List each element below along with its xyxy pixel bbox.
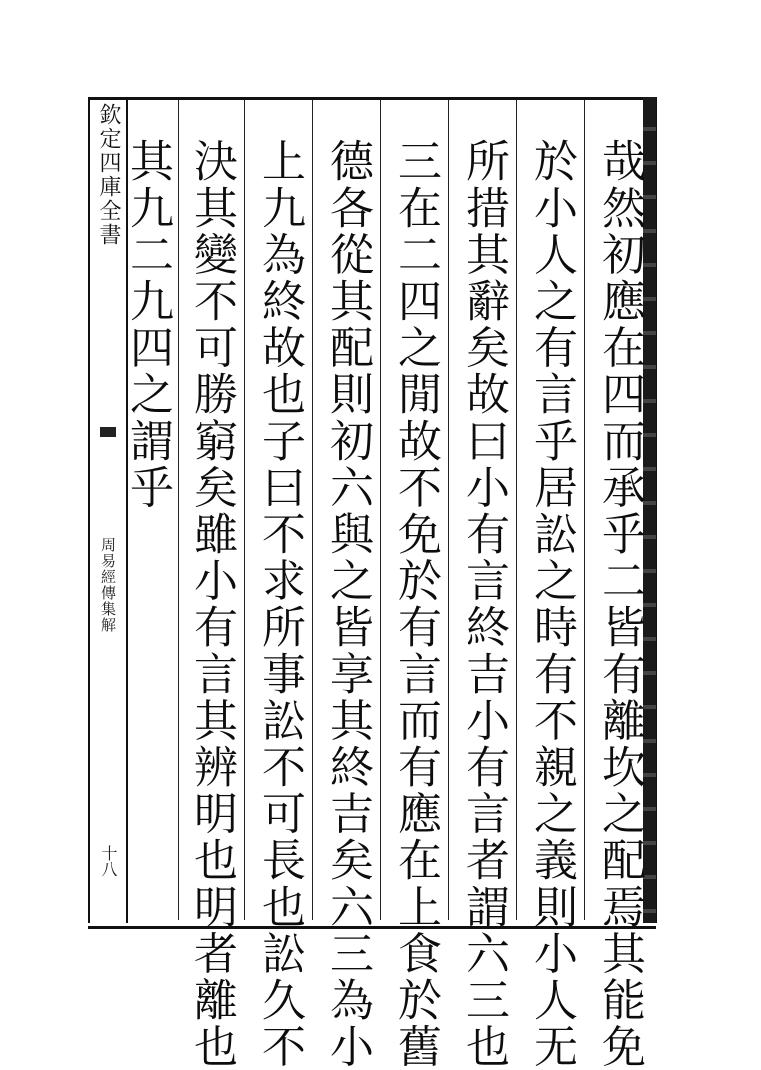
gutter-book-title: 周易經傳集解 (99, 537, 117, 633)
text-column-7: 決其變不可勝窮矣雖小有言其辨明也明者離也 (186, 138, 237, 1070)
text-column-2: 於小人之有言乎居訟之時有不親之義則小人无 (526, 138, 577, 1070)
gutter-folio-number: 十八 (99, 845, 118, 877)
text-column-8: 其九二九四之謂乎 (122, 138, 173, 511)
text-column-3: 所措其辭矣故曰小有言終吉小有言者謂六三也 (458, 138, 509, 1070)
column-rule (312, 100, 313, 920)
text-column-5: 德各從其配則初六與之皆享其終吉矣六三為小 (322, 138, 373, 1070)
column-rule (178, 100, 179, 920)
text-column-1: 哉然初應在四而承乎二皆有離坎之配焉其能免 (594, 138, 645, 1070)
gutter-series-title: 欽定四庫全書 (96, 103, 121, 247)
text-column-4: 三在二四之閒故不免於有言而有應在上食於舊 (390, 138, 441, 1070)
text-column-6: 上九為終故也子曰不求所事訟不可長也訟久不 (254, 138, 305, 1070)
fishtail-mark-icon (100, 427, 116, 437)
column-rule (584, 100, 585, 920)
column-rule (244, 100, 245, 920)
column-rule (448, 100, 449, 920)
column-rule (516, 100, 517, 920)
column-rule (380, 100, 381, 920)
